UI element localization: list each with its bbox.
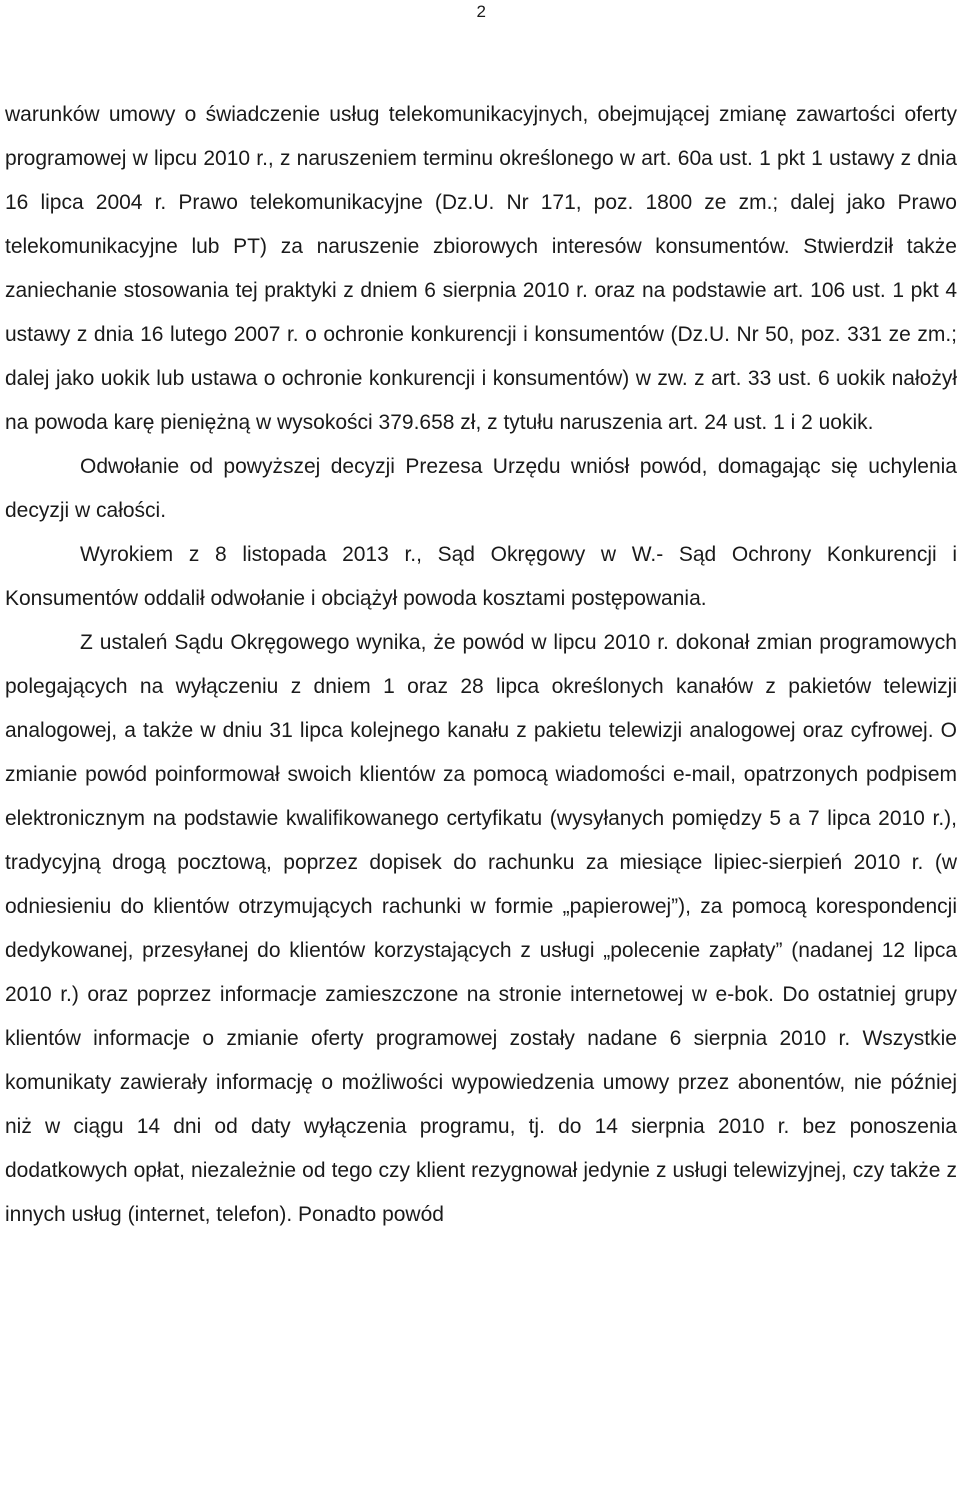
page-number: 2	[476, 2, 486, 21]
paragraph-court-findings: Z ustaleń Sądu Okręgowego wynika, że powód w lipcu 2010 r. dokonał zmian programowych polegających na wyłączeniu z dniem 1 oraz 28 lipca określonych kanałów z pakietów telewizji analogowej, a także w dniu 31 lipca kolejnego kanału z pakietu telewizji analogowej oraz cyfrowej. O zmianie powód poinformował swoich klientów za pomocą wiadomości e-mail, opatrzonych podpisem elektronicznym na podstawie kwalifikowanego certyfikatu (wysyłanych pomiędzy 5 a 7 lipca 2010 r.), tradycyjną drogą pocztową, poprzez dopisek do rachunku za miesiące lipiec-sierpień 2010 r. (w odniesieniu do klientów otrzymujących rachunki w formie „papierowej”), za pomocą korespondencji dedykowanej, przesyłanej do klientów korzystających z usługi „polecenie zapłaty” (nadanej 12 lipca 2010 r.) oraz poprzez informacje zamieszczone na stronie internetowej w e-bok. Do ostatniej grupy klientów informacje o zmianie oferty programowej zostały nadane 6 sierpnia 2010 r. Wszystkie komunikaty zawierały informację o możliwości wypowiedzenia umowy przez abonentów, nie później niż w ciągu 14 dni od daty wyłączenia programu, tj. do 14 sierpnia 2010 r. bez ponoszenia dodatkowych opłat, niezależnie od tego czy klient rezygnował jedynie z usługi telewizyjnej, czy także z innych usług (internet, telefon). Ponadto powód	[5, 631, 957, 1226]
paragraph-appeal: Odwołanie od powyższej decyzji Prezesa Urzędu wniósł powód, domagając się uchylenia decyzji w całości.	[5, 455, 957, 522]
document-body	[5, 93, 957, 1237]
paragraph-decision-summary: warunków umowy o świadczenie usług telekomunikacyjnych, obejmującej zmianę zawartości oferty programowej w lipcu 2010 r., z naruszeniem terminu określonego w art. 60a ust. 1 pkt 1 ustawy z dnia 16 lipca 2004 r. Prawo telekomunikacyjne (Dz.U. Nr 171, poz. 1800 ze zm.; dalej jako Prawo telekomunikacyjne lub PT) za naruszenie zbiorowych interesów konsumentów. Stwierdził także zaniechanie stosowania tej praktyki z dniem 6 sierpnia 2010 r. oraz na podstawie art. 106 ust. 1 pkt 4 ustawy z dnia 16 lutego 2007 r. o ochronie konkurencji i konsumentów (Dz.U. Nr 50, poz. 331 ze zm.; dalej jako uokik lub ustawa o ochronie konkurencji i konsumentów) w zw. z art. 33 ust. 6 uokik nałożył na powoda karę pieniężną w wysokości 379.658 zł, z tytułu naruszenia art. 24 ust. 1 i 2 uokik.	[5, 103, 957, 434]
paragraph-judgment: Wyrokiem z 8 listopada 2013 r., Sąd Okręgowy w W.- Sąd Ochrony Konkurencji i Konsumentów oddalił odwołanie i obciążył powoda kosztami postępowania.	[5, 543, 957, 610]
